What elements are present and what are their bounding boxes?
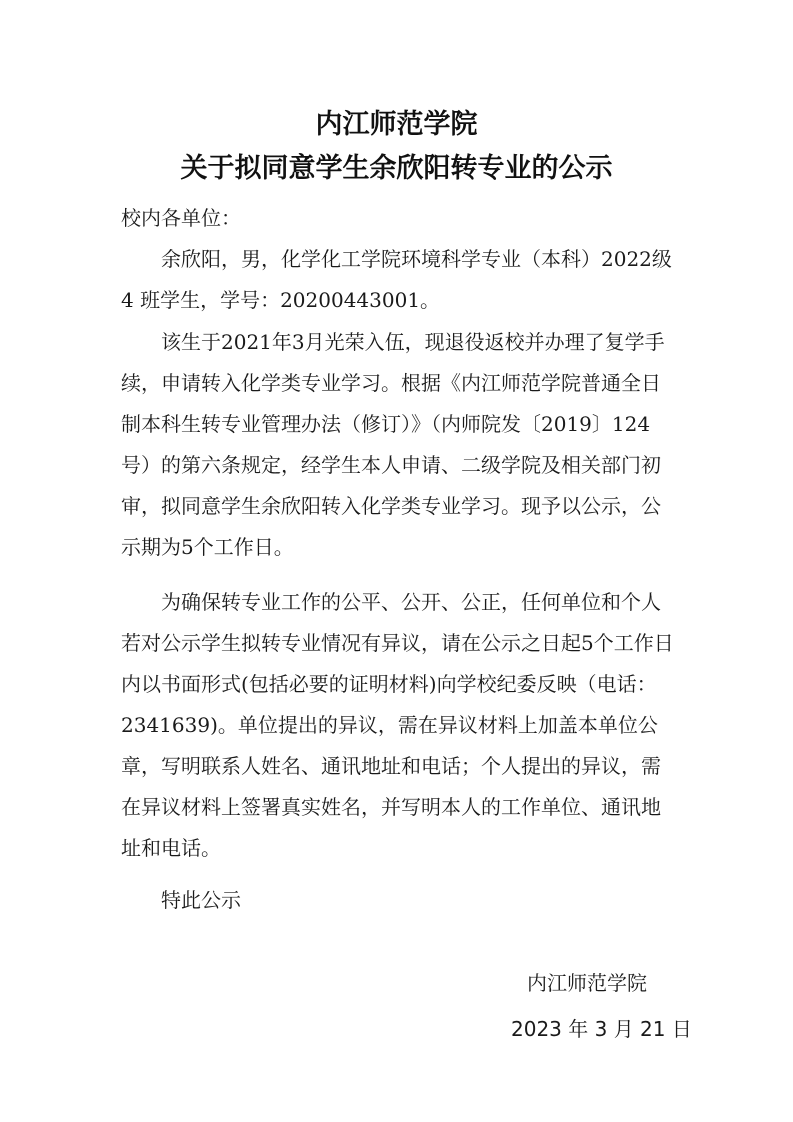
paragraph-transfer-details: 该生于2021年3月光荣入伍，现退役返校并办理了复学手续，申请转入化学类专业学习。根据《内江师范学院普通全日制本科生转专业管理办法（修订）》（内师院发〔2019〕124号）的第六条规定，经学生本人申请、二级学院及相关部门初审，拟同意学生余欣阳转入化学类专业学习。现予以公示，公示期为5个工作日。 (121, 330, 665, 559)
signature-organization: 内江师范学院 (527, 971, 647, 995)
institution-heading: 内江师范学院 (315, 109, 478, 140)
signature-date: 2023 年 3 月 21 日 (511, 1017, 692, 1041)
paragraph-student-info: 余欣阳，男，化学化工学院环境科学专业（本科）2022级 4 班学生，学号：20200443001。 (121, 247, 672, 312)
paragraph-objection-procedure: 为确保转专业工作的公平、公开、公正，任何单位和个人若对公示学生拟转专业情况有异议，请在公示之日起5个工作日内以书面形式(包括必要的证明材料)向学校纪委反映（电话：2341639)。单位提出的异议，需在异议材料上加盖本单位公章，写明联系人姓名、通讯地址和电话；个人提出的异议，需在异议材料上签署真实姓名，并写明本人的工作单位、通讯地址和电话。 (121, 590, 674, 860)
notice-title: 关于拟同意学生余欣阳转专业的公示 (180, 153, 613, 184)
closing-phrase: 特此公示 (161, 888, 241, 912)
salutation: 校内各单位： (121, 206, 241, 230)
